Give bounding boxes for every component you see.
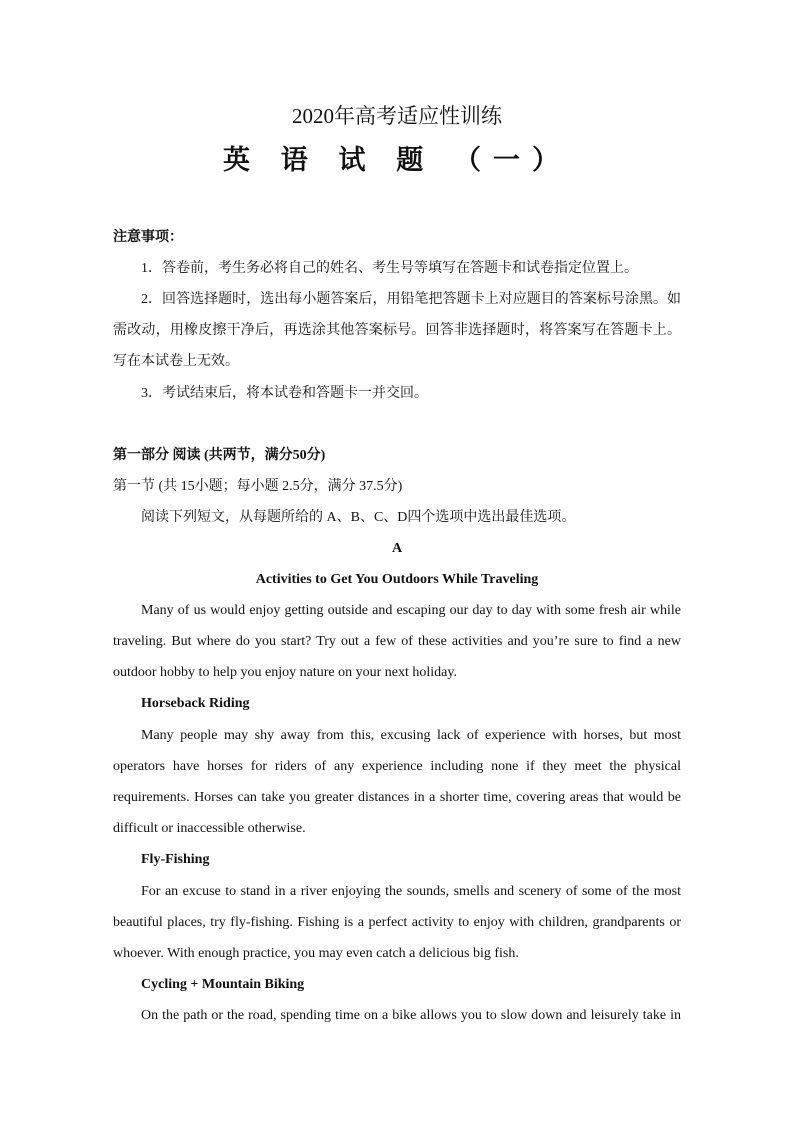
exam-subtitle: 2020年高考适应性训练 — [292, 104, 502, 128]
notes-item-2-line-1: 2．回答选择题时，选出每小题答案后，用铅笔把答题卡上对应题目的答案标号涂黑。如 — [141, 292, 681, 307]
notes-item-2-line-3: 写在本试卷上无效。 — [113, 354, 239, 369]
passage-intro-line-1: Many of us would enjoy getting outside and escaping our day to day with some fresh air while — [141, 603, 681, 618]
section1-heading: 第一节 (共 15小题；每小题 2.5分，满分 37.5分) — [113, 479, 403, 494]
heading-cycling: Cycling + Mountain Biking — [141, 977, 305, 992]
passage-label: A — [391, 541, 403, 556]
heading-horseback-riding: Horseback Riding — [141, 696, 250, 711]
passage-intro-line-2: traveling. But where do you start? Try out a few of these activities and you’re sure to find a new — [113, 634, 681, 649]
horseback-line-4: difficult or inaccessible otherwise. — [113, 821, 306, 836]
horseback-line-2: operators have horses for riders of any experience including none if they meet the physical — [113, 759, 681, 774]
fly-fishing-line-3: whoever. With enough practice, you may even catch a delicious big fish. — [113, 946, 519, 961]
passage-intro-line-3: outdoor hobby to help you enjoy nature on your next holiday. — [113, 665, 457, 680]
heading-fly-fishing: Fly-Fishing — [141, 852, 210, 867]
exam-title: 英 语 试 题 （一） — [223, 145, 571, 175]
horseback-line-3: requirements. Horses can take you greater distances in a shorter time, covering areas that would be — [113, 790, 681, 805]
notes-item-3: 3．考试结束后，将本试卷和答题卡一并交回。 — [141, 386, 428, 401]
horseback-line-1: Many people may shy away from this, excusing lack of experience with horses, but most — [141, 728, 681, 743]
notes-heading: 注意事项： — [113, 230, 183, 245]
passage-title: Activities to Get You Outdoors While Traveling — [255, 572, 539, 587]
section1-instructions: 阅读下列短文，从每题所给的 A、B、C、D四个选项中选出最佳选项。 — [141, 510, 576, 525]
notes-item-2-line-2: 需改动，用橡皮擦干净后，再选涂其他答案标号。回答非选择题时，将答案写在答题卡上。 — [113, 323, 681, 338]
fly-fishing-line-1: For an excuse to stand in a river enjoying the sounds, smells and scenery of some of the most — [141, 884, 681, 899]
cycling-line-1: On the path or the road, spending time on a bike allows you to slow down and leisurely take in — [141, 1008, 681, 1023]
notes-item-1: 1．答卷前，考生务必将自己的姓名、考生号等填写在答题卡和试卷指定位置上。 — [141, 261, 638, 276]
fly-fishing-line-2: beautiful places, try fly-fishing. Fishing is a perfect activity to enjoy with children, grandparents or — [113, 915, 681, 930]
part1-heading: 第一部分 阅读 (共两节，满分50分) — [113, 448, 326, 463]
